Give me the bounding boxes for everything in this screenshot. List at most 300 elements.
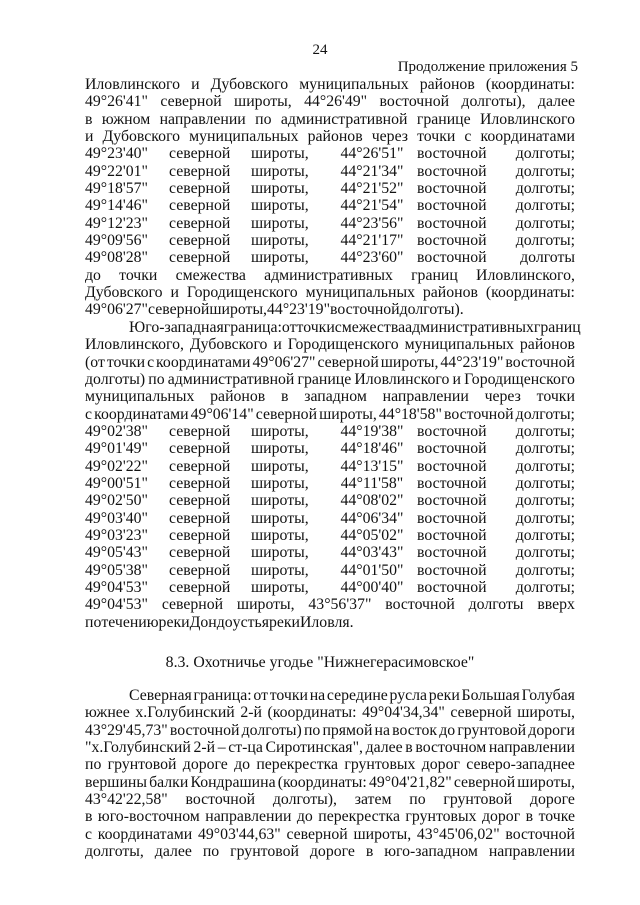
word: с xyxy=(464,128,472,146)
word: от xyxy=(253,687,268,704)
coordinate-cell: 49°04'53" xyxy=(85,578,149,596)
coordinate-cell: 44°21'54" xyxy=(340,197,404,215)
word: дороге xyxy=(309,843,355,861)
word: административных xyxy=(264,266,393,284)
section-heading: 8.3. Охотничье угодье "Нижнегерасимовское" xyxy=(165,654,475,671)
word: широты, xyxy=(236,596,295,614)
word: координатами xyxy=(156,353,251,371)
coordinate-cell: восточной xyxy=(417,526,487,544)
word: Большая xyxy=(461,687,520,704)
word: районов xyxy=(307,128,363,146)
coordinate-cell: 44°21'52" xyxy=(340,180,404,198)
word: грунтовых xyxy=(405,808,477,826)
coordinate-cell: восточной xyxy=(417,474,487,492)
text-line xyxy=(85,596,575,613)
coordinate-cell: 49°00'51" xyxy=(85,474,149,492)
word: в xyxy=(405,739,413,757)
coordinate-row xyxy=(85,544,575,561)
word: по xyxy=(202,843,220,861)
page-number: 24 xyxy=(312,42,328,58)
word: долготы; xyxy=(515,405,575,423)
word: далее xyxy=(154,843,192,861)
word: 49°06'14" xyxy=(190,405,254,423)
word: 43°42'22,58" xyxy=(85,791,168,809)
word: границ xyxy=(411,266,458,284)
word: "х.Голубинский xyxy=(85,739,191,757)
coordinate-row xyxy=(85,562,575,579)
coordinate-cell: широты, xyxy=(251,249,309,267)
word: течению xyxy=(101,613,159,631)
coordinate-cell: северной xyxy=(169,145,231,163)
coordinate-cell: 44°08'02" xyxy=(340,492,404,510)
word: от xyxy=(281,318,297,336)
word: границе xyxy=(297,370,352,388)
word: долготы, xyxy=(85,843,144,861)
word: юго-западном xyxy=(384,843,478,861)
word: дорог xyxy=(421,756,460,774)
coordinate-cell: 49°03'23" xyxy=(85,526,149,544)
coordinate-cell: восточной xyxy=(417,544,487,562)
word: восточной xyxy=(443,405,514,423)
word: Иловлинского, xyxy=(85,336,184,354)
text-line xyxy=(85,301,575,318)
word: по xyxy=(85,613,102,631)
word: реки xyxy=(268,613,301,631)
coordinate-row xyxy=(85,163,575,180)
coordinate-cell: 49°18'57" xyxy=(85,180,149,198)
coordinate-cell: 49°12'23" xyxy=(85,214,149,232)
coordinate-cell: восточной xyxy=(417,561,487,579)
word: направлении xyxy=(159,110,246,128)
word: и xyxy=(170,284,179,302)
word: северной xyxy=(161,596,224,614)
word: широты, xyxy=(319,405,377,423)
word: в xyxy=(365,843,374,861)
word: восточной xyxy=(169,721,240,739)
coordinate-row xyxy=(85,180,575,197)
coordinate-row xyxy=(85,492,575,509)
coordinate-cell: долготы; xyxy=(515,474,575,492)
word: до xyxy=(296,808,313,826)
word: юго-восточном xyxy=(97,808,200,826)
coordinate-cell: северной xyxy=(169,249,231,267)
text-line xyxy=(85,406,575,423)
coordinate-cell: долготы; xyxy=(515,440,575,458)
coordinate-row xyxy=(85,579,575,596)
word: 49°06'27" xyxy=(85,301,149,319)
coordinate-row xyxy=(85,475,575,492)
word: районов xyxy=(419,76,475,93)
word: муниципальных xyxy=(299,76,409,93)
word: северной xyxy=(453,773,516,791)
coordinate-cell: долготы; xyxy=(515,509,575,527)
coordinate-cell: восточной xyxy=(417,578,487,596)
text-line xyxy=(85,791,575,808)
word: грунтовой xyxy=(457,721,527,739)
coordinate-row xyxy=(85,527,575,544)
word: 49°03'44,63" xyxy=(197,825,281,843)
text-line xyxy=(85,756,575,773)
coordinate-cell: 44°23'56" xyxy=(340,214,404,232)
word: смежества xyxy=(175,266,246,284)
coordinate-cell: восточной xyxy=(417,180,487,198)
coordinate-cell: 44°21'17" xyxy=(340,232,404,250)
paragraph-1-end xyxy=(85,267,575,319)
word: направлении xyxy=(488,843,575,861)
text-line xyxy=(85,267,575,284)
word: восток xyxy=(392,721,438,739)
word: – xyxy=(217,739,226,757)
text-line xyxy=(85,284,575,301)
coordinate-cell: 49°05'38" xyxy=(85,561,149,579)
coordinate-cell: 44°18'46" xyxy=(340,440,404,458)
word: х.Голубинский xyxy=(135,704,235,722)
coordinate-cell: 49°03'40" xyxy=(85,509,149,527)
word: северной xyxy=(286,825,348,843)
text-line xyxy=(85,318,581,336)
word: долготы) xyxy=(241,721,302,739)
word: до xyxy=(234,756,251,774)
word: восточной xyxy=(505,825,575,843)
coordinate-cell: 44°03'43" xyxy=(340,544,404,562)
word: с xyxy=(85,825,93,843)
coordinate-cell: северной xyxy=(169,422,231,440)
coordinate-cell: долготы xyxy=(520,249,575,267)
coordinate-cell: северной xyxy=(169,526,231,544)
coordinate-cell: широты, xyxy=(251,561,309,579)
coordinate-cell: северной xyxy=(169,162,231,180)
word: и xyxy=(191,76,200,93)
word: 49°04'53" xyxy=(85,596,149,614)
word: устья xyxy=(232,613,269,631)
word: Дубовского xyxy=(189,336,268,354)
word: координатами xyxy=(94,405,189,423)
word: через xyxy=(484,388,521,406)
word: широты, xyxy=(517,773,575,791)
continuation-note: Продолжение приложения 5 xyxy=(397,59,578,75)
word: широты, xyxy=(209,301,268,319)
word: далее xyxy=(537,93,575,111)
coordinate-cell: 44°06'34" xyxy=(340,509,404,527)
coordinate-cell: северной xyxy=(169,457,231,475)
coordinate-cell: восточной xyxy=(417,214,487,232)
word: 49°06'27" xyxy=(252,353,316,371)
word: точки xyxy=(106,353,146,371)
word: Дубовского xyxy=(102,128,181,146)
word: точке xyxy=(538,808,575,826)
word: грунтовой xyxy=(443,791,513,809)
coordinate-cell: 49°09'56" xyxy=(85,232,149,250)
coordinate-cell: северной xyxy=(169,474,231,492)
word: по xyxy=(255,110,272,128)
paragraph-2-end xyxy=(85,596,575,631)
word: широты, xyxy=(517,704,575,722)
word: 44°23'19" xyxy=(267,301,331,319)
word: восточной xyxy=(185,791,256,809)
word: южнее xyxy=(85,704,130,722)
coordinate-cell: 49°05'43" xyxy=(85,544,149,562)
word: координатами xyxy=(97,825,193,843)
coordinate-cell: долготы; xyxy=(515,214,575,232)
word: северной xyxy=(160,93,222,111)
coordinate-cell: долготы; xyxy=(515,544,575,562)
word: точки xyxy=(417,128,456,146)
coordinate-cell: широты, xyxy=(251,232,309,250)
coordinate-list-2 xyxy=(85,423,575,596)
coordinate-cell: широты, xyxy=(251,492,309,510)
coordinate-cell: 49°08'28" xyxy=(85,249,149,267)
word: дороге xyxy=(529,791,575,809)
coordinate-cell: северной xyxy=(169,578,231,596)
paragraph-1 xyxy=(85,76,575,145)
coordinate-row xyxy=(85,423,575,440)
coordinate-cell: восточной xyxy=(417,509,487,527)
word: (координаты: xyxy=(277,773,367,791)
word: 43°56'37" xyxy=(308,596,372,614)
text-line xyxy=(85,826,575,843)
coordinate-cell: северной xyxy=(169,214,231,232)
word: восточном xyxy=(415,739,487,757)
coordinate-cell: долготы; xyxy=(515,162,575,180)
word: реки xyxy=(428,687,460,704)
word: русла xyxy=(389,687,428,704)
text-line xyxy=(85,354,575,371)
coordinate-cell: северной xyxy=(169,544,231,562)
word: Городищенского xyxy=(287,336,399,354)
word: точки xyxy=(296,318,335,336)
coordinate-cell: северной xyxy=(169,197,231,215)
word: затем xyxy=(354,791,392,809)
word: с xyxy=(147,353,155,371)
word: долготы), xyxy=(272,791,337,809)
coordinate-cell: долготы; xyxy=(515,561,575,579)
word: восточной xyxy=(385,596,455,614)
word: границе xyxy=(416,110,471,128)
word: точки xyxy=(119,266,158,284)
word: границ xyxy=(533,318,581,336)
word: направлении xyxy=(488,739,575,757)
word: и xyxy=(452,370,461,388)
coordinate-cell: широты, xyxy=(251,214,309,232)
word: 49°04'21,82" xyxy=(368,773,452,791)
coordinate-cell: долготы; xyxy=(515,232,575,250)
word: с xyxy=(85,405,93,423)
coordinate-cell: долготы; xyxy=(515,526,575,544)
word: смежества xyxy=(334,318,406,336)
word: 44°23'19" xyxy=(440,353,504,371)
text-line xyxy=(85,687,575,704)
coordinate-cell: 49°01'49" xyxy=(85,440,149,458)
coordinate-row xyxy=(85,232,575,249)
coordinate-cell: широты, xyxy=(251,474,309,492)
word: восточной xyxy=(379,93,450,111)
word: (от xyxy=(85,353,105,371)
word: широты, xyxy=(353,825,412,843)
coordinate-cell: 49°02'22" xyxy=(85,457,149,475)
word: Голубая xyxy=(521,687,575,704)
text-line xyxy=(85,808,575,825)
word: по xyxy=(148,370,165,388)
word: ст-ца xyxy=(228,739,263,757)
word: до xyxy=(439,721,456,739)
text-line xyxy=(85,704,575,721)
word: широты, xyxy=(234,93,292,111)
coordinate-cell: 44°01'50" xyxy=(340,561,404,579)
coordinate-cell: восточной xyxy=(417,492,487,510)
coordinate-cell: широты, xyxy=(251,180,309,198)
word: дороги xyxy=(528,721,575,739)
coordinate-cell: долготы; xyxy=(515,422,575,440)
coordinate-cell: широты, xyxy=(251,544,309,562)
word: Иловлинского xyxy=(480,110,575,128)
coordinate-cell: 49°02'38" xyxy=(85,422,149,440)
word: Дон xyxy=(189,613,217,631)
word: Иловлинского, xyxy=(476,266,575,284)
coordinate-cell: долготы; xyxy=(515,492,575,510)
word: середине xyxy=(326,687,388,704)
coordinate-cell: северной xyxy=(169,232,231,250)
coordinate-cell: 44°19'38" xyxy=(340,422,404,440)
word: граница: xyxy=(193,687,252,704)
text-line xyxy=(85,774,575,791)
coordinate-row xyxy=(85,249,575,266)
coordinate-row xyxy=(85,440,575,457)
text-line xyxy=(85,843,575,860)
coordinate-cell: широты, xyxy=(251,457,309,475)
word: северо-западнее xyxy=(466,756,575,774)
word: долготы xyxy=(468,596,524,614)
word: в xyxy=(85,110,93,128)
text-line xyxy=(85,739,575,756)
word: северной xyxy=(255,405,318,423)
word: долготы), xyxy=(461,93,526,111)
word: дороге xyxy=(182,756,228,774)
word: 44°18'58" xyxy=(378,405,442,423)
coordinate-list-1 xyxy=(85,145,575,266)
word: 49°04'34,34" xyxy=(362,704,445,722)
text-line xyxy=(85,128,575,145)
coordinate-cell: северной xyxy=(169,440,231,458)
word: вверх xyxy=(537,596,575,614)
word: 44°26'49" xyxy=(304,93,368,111)
word: 43°29'45,73" xyxy=(85,721,168,739)
word: далее xyxy=(365,739,403,757)
coordinate-cell: 49°22'01" xyxy=(85,162,149,180)
coordinate-cell: широты, xyxy=(251,422,309,440)
word: на xyxy=(309,687,326,704)
word: до xyxy=(216,613,233,631)
word: Иловля. xyxy=(300,613,354,631)
word: северной xyxy=(148,301,210,319)
coordinate-cell: восточной xyxy=(417,440,487,458)
word: административной xyxy=(280,110,408,128)
word: муниципальных xyxy=(189,128,299,146)
coordinate-cell: восточной xyxy=(417,162,487,180)
text-line xyxy=(85,388,575,405)
text-line xyxy=(85,93,575,110)
coordinate-cell: восточной xyxy=(417,422,487,440)
word: перекрестка xyxy=(256,756,339,774)
coordinate-cell: восточной xyxy=(417,249,487,267)
coordinate-cell: восточной xyxy=(417,145,487,163)
word: реки xyxy=(158,613,190,631)
coordinate-cell: широты, xyxy=(251,578,309,596)
word: южном xyxy=(101,110,151,128)
coordinate-cell: широты, xyxy=(251,145,309,163)
word: и xyxy=(273,336,282,354)
word: долготы) xyxy=(85,370,146,388)
coordinate-cell: 44°23'60" xyxy=(340,249,404,267)
word: (координаты: xyxy=(485,76,575,93)
word: 43°45'06,02" xyxy=(416,825,500,843)
word: Городищенского xyxy=(186,284,298,302)
coordinate-row xyxy=(85,215,575,232)
coordinate-cell: широты, xyxy=(251,526,309,544)
word: широты, xyxy=(380,353,439,371)
coordinate-row xyxy=(85,458,575,475)
coordinate-cell: широты, xyxy=(251,162,309,180)
word: Иловлинского xyxy=(354,370,450,388)
word: долготы). xyxy=(399,301,464,319)
word: дорог xyxy=(481,808,521,826)
word: районов xyxy=(422,284,478,302)
word: балки xyxy=(149,773,189,791)
coordinate-cell: восточной xyxy=(417,197,487,215)
word: Северная xyxy=(129,687,192,704)
coordinate-cell: 49°02'50" xyxy=(85,492,149,510)
coordinate-cell: 49°23'40" xyxy=(85,145,149,163)
word: северной xyxy=(317,353,379,371)
word: Сиротинская", xyxy=(265,739,363,757)
word: координатами xyxy=(480,128,575,146)
text-line xyxy=(85,371,575,388)
coordinate-cell: долготы; xyxy=(515,180,575,198)
word: восточной xyxy=(505,353,575,371)
word: граница: xyxy=(223,318,282,336)
coordinate-cell: восточной xyxy=(417,457,487,475)
word: по xyxy=(85,756,102,774)
coordinate-cell: 44°00'40" xyxy=(340,578,404,596)
word: и xyxy=(85,128,94,146)
word: восточной xyxy=(330,301,400,319)
word: административных xyxy=(405,318,534,336)
coordinate-cell: северной xyxy=(169,180,231,198)
word: (координаты: xyxy=(485,284,575,302)
coordinate-cell: долготы; xyxy=(515,197,575,215)
coordinate-cell: северной xyxy=(169,561,231,579)
word: направлении xyxy=(205,808,292,826)
word: направлении xyxy=(382,388,469,406)
coordinate-cell: северной xyxy=(169,492,231,510)
word: Дубовского xyxy=(85,284,163,302)
coordinate-cell: широты, xyxy=(251,440,309,458)
word: вершины xyxy=(85,773,147,791)
text-line xyxy=(85,614,575,631)
document-body xyxy=(85,76,581,631)
paragraph-2 xyxy=(85,318,581,423)
coordinate-row xyxy=(85,145,575,162)
word: в xyxy=(85,808,93,826)
word: Кондрашина xyxy=(190,773,276,791)
word: грунтовой xyxy=(107,756,177,774)
coordinate-cell: 44°13'15" xyxy=(340,457,404,475)
word: по xyxy=(409,791,426,809)
coordinate-cell: 44°21'34" xyxy=(340,162,404,180)
coordinate-row xyxy=(85,197,575,214)
word: 2-й xyxy=(240,704,262,722)
word: точки xyxy=(536,388,575,406)
word: точки xyxy=(269,687,308,704)
